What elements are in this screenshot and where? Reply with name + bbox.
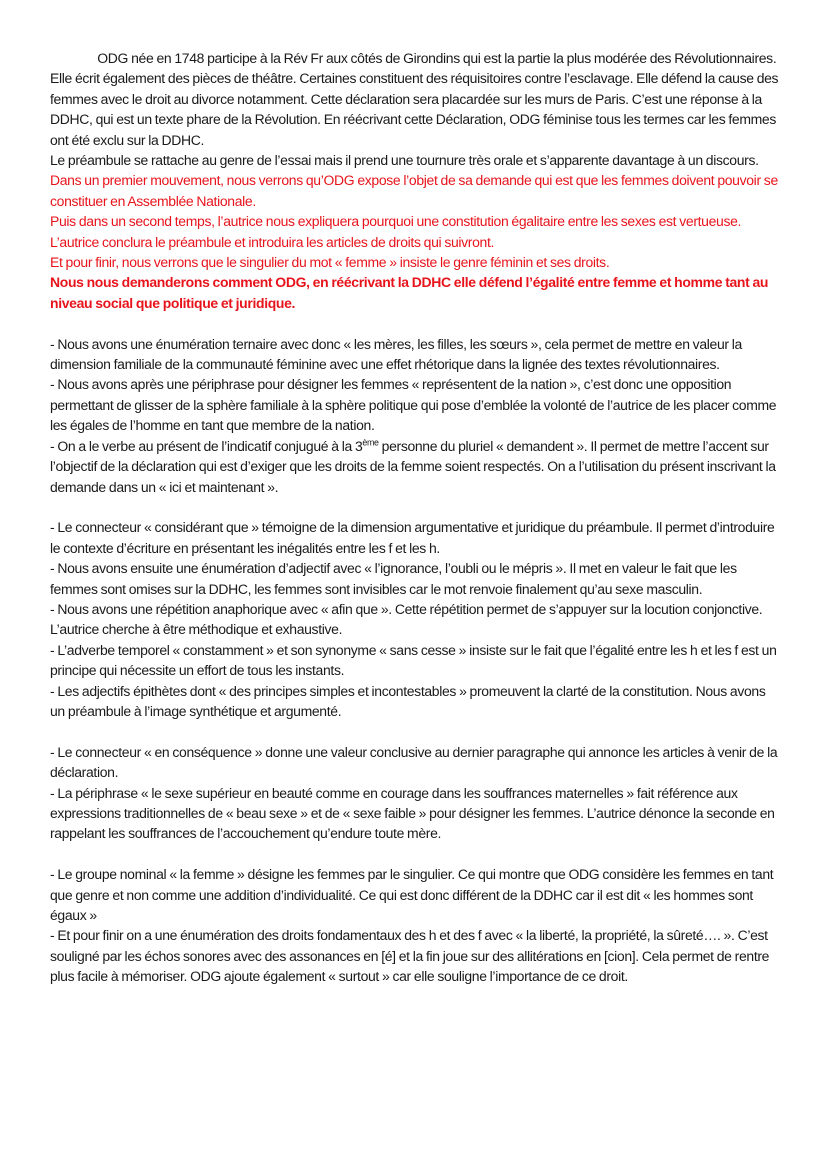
- section2-item-5: - Les adjectifs épithètes dont « des principes simples et incontestables » promeuvent la clarté de la constitution. Nous avons un préambule à l’image synthétique et argumenté.: [50, 683, 766, 720]
- section1-item-2: - Nous avons après une périphrase pour désigner les femmes « représentent de la nation », c’est donc une opposition permettant de glisser de la sphère familiale à la sphère politique qui pose d’emblée la volonté de l’autrice de les placer comme les égales de l’homme en tant que membre de la nation.: [50, 377, 777, 435]
- spacer: [50, 314, 779, 334]
- section1-item-3: [50, 437, 779, 498]
- spacer: [50, 722, 779, 742]
- plan-movement-1: Dans un premier mouvement, nous verrons qu’ODG expose l’objet de sa demande qui est que les femmes doivent pouvoir se constituer en Assemblée Nationale.: [50, 173, 778, 210]
- problematique: Nous nous demanderons comment ODG, en réécrivant la DDHC elle défend l’égalité entre femme et homme tant au niveau social que politique et juridique.: [50, 275, 769, 312]
- plan-movement-4: Et pour finir, nous verrons que le singulier du mot « femme » insiste le genre féminin et ses droits.: [50, 255, 610, 272]
- ordinal-superscript: ème: [362, 436, 379, 447]
- section2-item-3: - Nous avons une répétition anaphorique avec « afin que ». Cette répétition permet de s’appuyer sur la locution conjonctive. L’autrice cherche à être méthodique et exhaustive.: [50, 601, 763, 639]
- section1-item-1: - Nous avons une énumération ternaire avec donc « les mères, les filles, les sœurs », cela permet de mettre en valeur la dimension familiale de la communauté féminine avec une effet rhétorique dans la lignée des textes révolutionnaires.: [50, 336, 742, 374]
- intro-paragraph: ODG née en 1748 participe à la Rév Fr aux côtés de Girondins qui est la partie la plus modérée des Révolutionnaires. Elle écrit également des pièces de théâtre. Certaines constituent des réquisitoires contre l’esclavage. Elle défend la cause des femmes avec le droit au divorce notamment. Cette déclaration sera placardée sur les murs de Paris. C’est une réponse à la DDHC, qui est un texte phare de la Révolution. En réécrivant cette Déclaration, ODG féminise tous les termes car les femmes ont été exclu sur la DDHC.: [50, 51, 779, 149]
- section3-item-1: - Le connecteur « en conséquence » donne une valeur conclusive au dernier paragraphe qui annonce les articles à venir de la déclaration.: [50, 744, 778, 782]
- section4-item-2: - Et pour finir on a une énumération des droits fondamentaux des h et des f avec « la liberté, la propriété, la sûreté…. ». C’est souligné par les échos sonores avec des assonances en [é] et la fin joue sur des allitérations en [cion]. Cela permet de rentre plus facile à mémoriser. ODG ajoute également « surtout » car elle souligne l’importance de ce droit.: [50, 928, 770, 986]
- spacer: [50, 498, 779, 518]
- section2-item-2: - Nous avons ensuite une énumération d’adjectif avec « l’ignorance, l’oubli ou le mépris ». Il met en valeur le fait que les femmes sont omises sur la DDHC, les femmes sont invisibles car le mot renvoie finalement qu’au sexe masculin.: [50, 561, 737, 598]
- section1-item-3-text-b: personne du pluriel « demandent ». Il permet de mettre l’accent sur l’objectif de la déclaration qui est d’exiger que les droits de la femme soient respectés. On a l’utilisation du présent inscrivant la demande dans un « ici et maintenant ».: [50, 438, 776, 496]
- genre-paragraph: Le préambule se rattache au genre de l’essai mais il prend une tournure très orale et s’apparente davantage à un discours.: [50, 153, 759, 170]
- section1-item-3-text-a: - On a le verbe au présent de l’indicatif conjugué à la 3: [50, 438, 363, 455]
- spacer: [50, 845, 779, 865]
- document-page: [50, 49, 779, 988]
- plan-movement-2: Puis dans un second temps, l’autrice nous expliquera pourquoi une constitution égalitaire entre les sexes est vertueuse.: [50, 214, 742, 231]
- section4-item-1: - Le groupe nominal « la femme » désigne les femmes par le singulier. Ce qui montre que ODG considère les femmes en tant que genre et non comme une addition d’individualité. Ce qui est donc différent de la DDHC car il est dit « les hommes sont égaux »: [50, 867, 774, 924]
- section3-item-2: - La périphrase « le sexe supérieur en beauté comme en courage dans les souffrances maternelles » fait référence aux expressions traditionnelles de « beau sexe » et de « sexe faible » pour désigner les femmes. L’autrice dénonce la seconde en rappelant les souffrances de l’accouchement qu’endure toute mère.: [50, 785, 775, 843]
- section2-item-1: - Le connecteur « considérant que » témoigne de la dimension argumentative et juridique du préambule. Il permet d’introduire le contexte d’écriture en présentant les inégalités entre les f et les h.: [50, 520, 775, 557]
- section2-item-4: - L’adverbe temporel « constamment » et son synonyme « sans cesse » insiste sur le fait que l’égalité entre les h et les f est un principe qui nécessite un effort de tous les instants.: [50, 642, 777, 680]
- plan-movement-3: L’autrice conclura le préambule et introduira les articles de droits qui suivront.: [50, 234, 495, 251]
